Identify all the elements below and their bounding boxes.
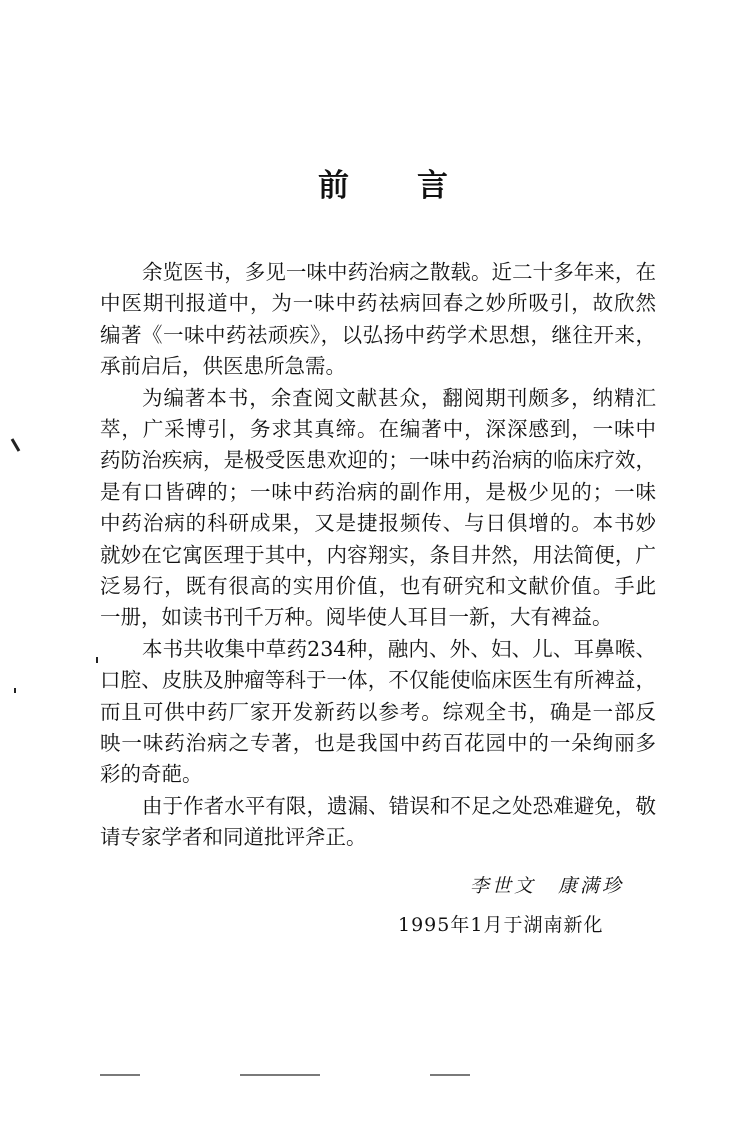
- text-line: 余览医书，多见一味中药治病之散载。近二十多年来，在: [142, 260, 656, 284]
- text-line: 泛易行，既有很高的实用价值，也有研究和文献价值。手此: [100, 574, 656, 598]
- page-title: [318, 160, 448, 205]
- text-line: 编著《一味中药祛顽疾》，以弘扬中药学术思想，继往开来，: [100, 322, 656, 347]
- scan-artifact: [430, 1074, 470, 1076]
- text-line: 为编著本书，余査阅文献甚众，翻阅期刊颇多，纳精汇: [142, 385, 656, 410]
- text-line: 萃，广采博引，务求其真缔。在编著中，深深感到，一味中: [100, 417, 656, 441]
- text-line: 是有口皆碑的；一味中药治病的副作用，是极少见的；一味: [100, 479, 656, 504]
- scan-artifact: [100, 1074, 140, 1076]
- text-line: 就妙在它寓医理于其中，内容翔实，条目井然，用法简便，广: [100, 542, 656, 567]
- text-line: 而且可供中药厂家开发新药以参考。综观全书，确是一部反: [100, 699, 656, 724]
- text-line: 药防治疾病，是极受医患欢迎的；一味中药治病的临床疗效，: [100, 448, 656, 473]
- text-line: 请专家学者和同道批评斧正。: [100, 825, 367, 850]
- text-line: 由于作者水平有限，遗漏、错误和不足之处恐难避免，敬: [142, 793, 656, 818]
- scan-artifact: [11, 438, 21, 452]
- text-line: 映一味药治病之专著，也是我国中药百花园中的一朵绚丽多: [100, 731, 656, 755]
- authors-signature: 李世文 康满珍: [470, 875, 625, 897]
- scan-artifact: [96, 657, 98, 663]
- text-line: 承前启后，供医患所急需。: [100, 354, 346, 379]
- date-place: 1995年1月于湖南新化: [398, 914, 604, 936]
- scan-artifact: [14, 688, 16, 693]
- title-char: 言: [417, 168, 448, 204]
- text-line: 一册，如读书刊千万种。阅毕使人耳目一新，大有裨益。: [100, 605, 613, 630]
- text-line: 彩的奇葩。: [100, 762, 203, 787]
- text-line: 口腔、皮肤及肿瘤等科于一体，不仅能使临床医生有所裨益，: [100, 668, 656, 693]
- text-line: 本书共收集中草药234种，融内、外、妇、儿、耳鼻喉、: [142, 636, 656, 661]
- text-line: 中药治病的科研成果，又是捷报频传、与日俱增的。本书妙: [100, 511, 656, 536]
- text-line: 中医期刊报道中，为一味中药祛病回春之妙所吸引，故欣然: [100, 291, 656, 316]
- scan-artifact: [240, 1074, 320, 1076]
- title-char: 前: [318, 168, 349, 204]
